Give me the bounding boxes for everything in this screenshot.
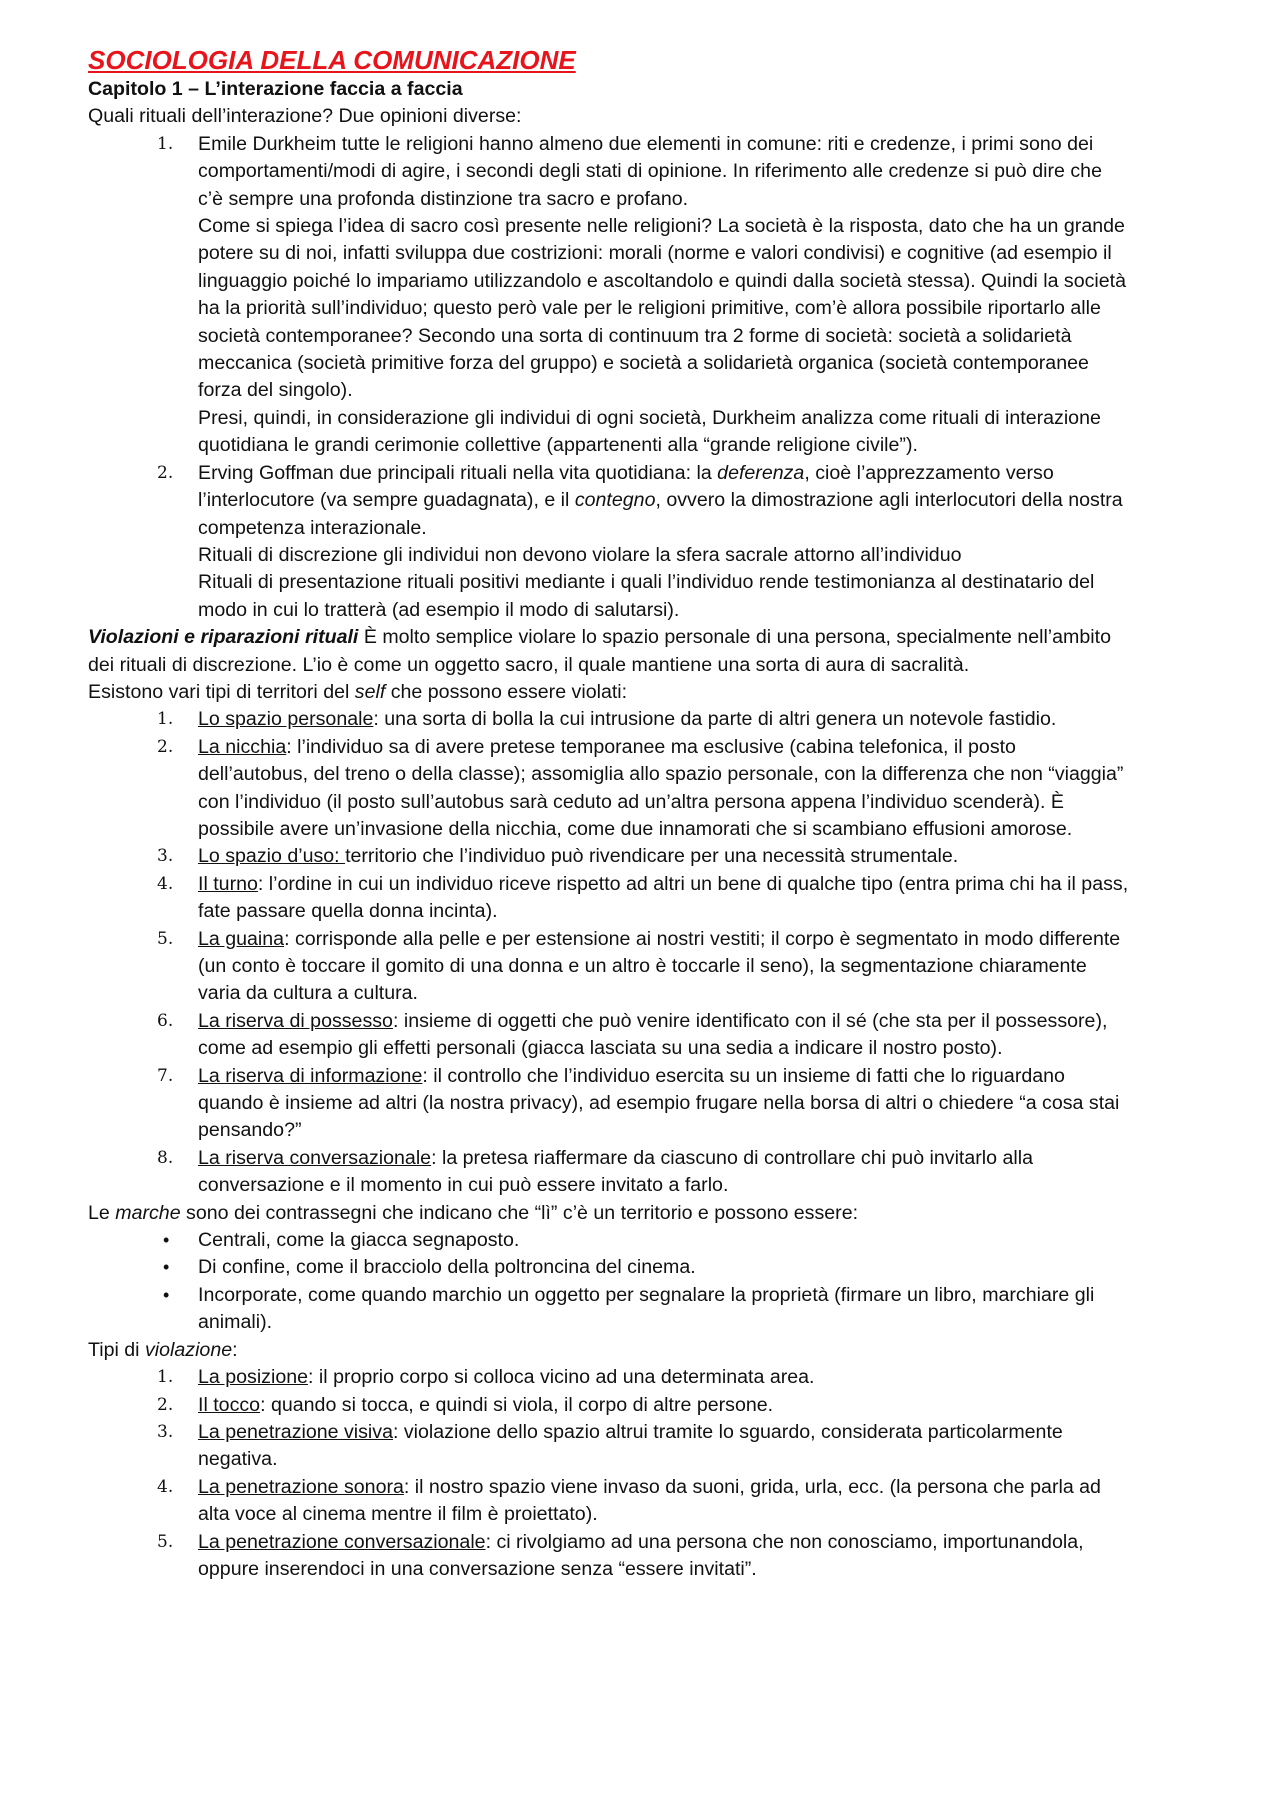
list-item	[88, 1419, 1130, 1474]
term: La posizione	[198, 1366, 309, 1389]
text-run: Esistono vari tipi di territori del	[88, 680, 355, 703]
emphasis: deferenza	[717, 461, 805, 484]
definition: : una sorta di bolla la cui intrusione da parte di altri genera un notevole fastidio.	[373, 708, 1057, 731]
list-item	[88, 843, 1130, 870]
list-number: 7.	[157, 1065, 174, 1086]
definition: : l’individuo sa di avere pretese temporanee ma esclusive (cabina telefonica, il posto dell’autobus, del treno o della classe); assomiglia allo spazio personale, con la differenza che non “viaggia” con l’individuo (il posto sull’autobus sarà ceduto ad un’altra persona appena l’individuo scenderà). È possibile avere un’invasione della nicchia, come due innamorati che si scambiano effusioni amorose.	[198, 735, 1124, 840]
list-number: 3.	[157, 846, 174, 867]
list-item	[88, 131, 1130, 460]
list-text: Centrali, come la giacca segnaposto.	[198, 1229, 520, 1252]
paragraph: Presi, quindi, in considerazione gli individui di ogni società, Durkheim analizza come rituali di interazione quotidiana le grandi cerimonie collettive (appartenenti alla “grande religione civile”).	[198, 406, 1101, 457]
list-number: 5.	[157, 928, 174, 949]
definition: : l’ordine in cui un individuo riceve rispetto ad altri un bene di qualche tipo (entra prima chi ha il pass, fate passare quella donna incinta).	[198, 872, 1129, 923]
list-item	[88, 871, 1130, 926]
term: La penetrazione conversazionale	[198, 1530, 486, 1553]
bullet-icon: •	[163, 1257, 170, 1278]
list-number: 5.	[157, 1531, 174, 1552]
list-item	[88, 1008, 1130, 1063]
list-item	[88, 706, 1130, 733]
section-heading: Violazioni e riparazioni rituali	[88, 626, 359, 649]
bullet-icon: •	[163, 1284, 170, 1305]
definition: : il proprio corpo si colloca vicino ad una determinata area.	[308, 1366, 815, 1389]
list-item	[88, 1529, 1130, 1584]
definition: : il controllo che l’individuo esercita su un insieme di fatti che lo riguardano quando è insieme ad altri (la nostra privacy), ad esempio frugare nella borsa di altri o chiedere “a cosa stai pensando?”	[198, 1064, 1120, 1142]
list-item	[88, 1282, 1130, 1337]
text-run: Tipi di	[88, 1338, 145, 1361]
list-item	[88, 1063, 1130, 1145]
text-run: , ovvero la dimostrazione agli interlocutori della nostra competenza interazionale.	[198, 489, 1123, 539]
emphasis: self	[354, 680, 386, 703]
term: La riserva di informazione	[198, 1064, 423, 1087]
territories-list	[88, 706, 1130, 1199]
term: La riserva conversazionale	[198, 1146, 432, 1169]
list-number: 8.	[157, 1147, 174, 1168]
paragraph: Come si spiega l’idea di sacro così presente nelle religioni? La società è la risposta, dato che ha un grande potere su di noi, infatti sviluppa due costrizioni: morali (norme e valori condivisi) e cognitive (ad esempio il linguaggio poiché lo impariamo utilizzandolo e ascoltandolo e quindi dalla società stessa). Quindi la società ha la priorità sull’individuo; questo però vale per le religioni primitive, com’è allora possibile riportarlo alle società contemporanee? Secondo una sorta di continuum tra 2 forme di società: società a solidarietà meccanica (società primitive forza del gruppo) e società a solidarietà organica (società contemporanee forza del singolo).	[198, 215, 1126, 402]
term: La riserva di possesso	[198, 1009, 393, 1032]
term: Il tocco	[198, 1393, 261, 1416]
text-run: che possono essere violati:	[385, 680, 628, 703]
term: Lo spazio d’uso:	[198, 845, 346, 868]
definition: : corrisponde alla pelle e per estensione ai nostri vestiti; il corpo è segmentato in modo differente (un conto è toccare il gomito di una donna e un altro è toccarle il seno), la segmentazione chiaramente varia da cultura a cultura.	[198, 927, 1121, 1005]
chapter-heading: Capitolo 1 – L’interazione faccia a faccia	[88, 78, 463, 100]
bullet-icon: •	[163, 1230, 170, 1251]
list-number: 2.	[157, 462, 174, 483]
territories-intro	[88, 679, 1130, 706]
violation-types-intro	[88, 1337, 1130, 1364]
paragraph	[198, 460, 1130, 542]
list-item	[88, 734, 1130, 844]
text-run: È molto semplice violare lo spazio personale di una persona, specialmente nell’ambito dei rituali di discrezione. L’io è come un oggetto sacro, il quale mantiene una sorta di aura di sacralità.	[88, 626, 1111, 676]
intro-text: Quali rituali dell’interazione? Due opinioni diverse:	[88, 105, 522, 128]
text-run: sono dei contrassegni che indicano che “lì” c’è un territorio e possono essere:	[180, 1201, 859, 1224]
marks-list	[88, 1227, 1130, 1337]
list-item	[88, 1254, 1130, 1281]
list-number: 6.	[157, 1010, 174, 1031]
marks-intro	[88, 1200, 1130, 1227]
list-text: Di confine, come il bracciolo della poltroncina del cinema.	[198, 1256, 696, 1279]
list-item	[88, 1364, 1130, 1391]
list-number: 1.	[157, 1367, 174, 1388]
term: La guaina	[198, 927, 285, 950]
definition: : violazione dello spazio altrui tramite lo sguardo, considerata particolarmente negativa.	[198, 1420, 1063, 1471]
text-run: Le	[88, 1201, 116, 1224]
text-run: Erving Goffman due principali rituali nella vita quotidiana: la	[198, 461, 718, 484]
list-item	[88, 1145, 1130, 1200]
violation-types-list	[88, 1364, 1130, 1583]
list-item	[88, 460, 1130, 624]
document-title: SOCIOLOGIA DELLA COMUNICAZIONE	[88, 45, 576, 75]
term: Il turno	[198, 872, 258, 895]
list-number: 1.	[157, 709, 174, 730]
term: La penetrazione sonora	[198, 1475, 404, 1498]
list-item	[88, 926, 1130, 1008]
opinions-list	[88, 131, 1130, 624]
definition: : la pretesa riaffermare da ciascuno di controllare chi può invitarlo alla conversazione e il momento in cui può essere invitato a farlo.	[198, 1146, 1033, 1197]
term: Lo spazio personale	[198, 708, 374, 731]
emphasis: violazione	[144, 1338, 233, 1361]
violations-paragraph	[88, 624, 1130, 679]
paragraph: Emile Durkheim tutte le religioni hanno almeno due elementi in comune: riti e credenze, i primi sono dei comportamenti/modi di agire, i secondi degli stati di opinione. In riferimento alle credenze si può dire che c’è sempre una profonda distinzione tra sacro e profano.	[198, 132, 1102, 210]
definition: : il nostro spazio viene invaso da suoni, grida, urla, ecc. (la persona che parla ad alta voce al cinema mentre il film è proiettato).	[198, 1475, 1101, 1526]
text-run: :	[232, 1338, 238, 1361]
definition: : ci rivolgiamo ad una persona che non conosciamo, importunandola, oppure inserendoci in una conversazione senza “essere invitati”.	[198, 1530, 1084, 1580]
list-number: 3.	[157, 1421, 174, 1442]
text-run: , cioè l’apprezzamento verso l’interlocutore (va sempre guadagnata), e il	[198, 461, 1054, 512]
definition: : quando si tocca, e quindi si viola, il corpo di altre persone.	[260, 1393, 774, 1416]
list-item	[88, 1392, 1130, 1419]
term: La penetrazione visiva	[198, 1420, 393, 1443]
list-item	[88, 1227, 1130, 1254]
list-item	[88, 1474, 1130, 1529]
definition: : insieme di oggetti che può venire identificato con il sé (che sta per il possessore), come ad esempio gli effetti personali (giacca lasciata su una sedia a indicare il nostro posto).	[198, 1009, 1108, 1060]
definition: territorio che l’individuo può rivendicare per una necessità strumentale.	[345, 845, 959, 868]
paragraph: Rituali di discrezione gli individui non devono violare la sfera sacrale attorno all’individuo	[198, 543, 962, 566]
emphasis: contegno	[574, 489, 656, 512]
list-number: 2.	[157, 1394, 174, 1415]
list-number: 4.	[157, 873, 174, 894]
term: La nicchia	[198, 735, 287, 758]
list-number: 2.	[157, 736, 174, 757]
list-number: 4.	[157, 1476, 174, 1497]
emphasis: marche	[115, 1201, 181, 1224]
paragraph: Rituali di presentazione rituali positivi mediante i quali l’individuo rende testimonianza al destinatario del modo in cui lo tratterà (ad esempio il modo di salutarsi).	[198, 571, 1095, 621]
list-text: Incorporate, come quando marchio un oggetto per segnalare la proprietà (firmare un libro, marchiare gli animali).	[198, 1283, 1095, 1334]
list-number: 1.	[157, 133, 174, 154]
